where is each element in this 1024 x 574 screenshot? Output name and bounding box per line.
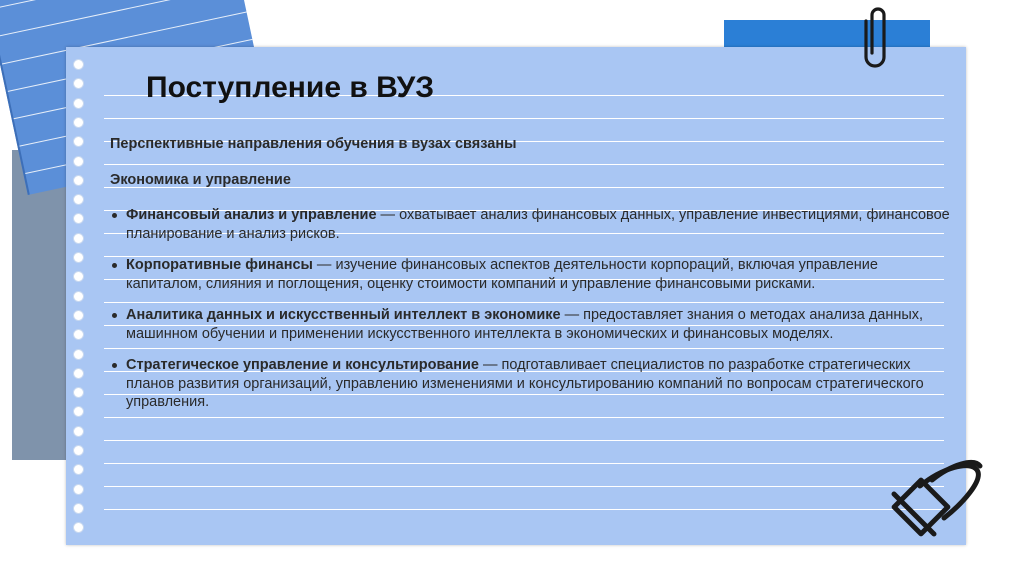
spiral-hole	[73, 349, 84, 360]
spiral-hole	[73, 368, 84, 379]
bullet	[112, 363, 117, 368]
bullet	[112, 313, 117, 318]
spiral-hole	[73, 136, 84, 147]
spiral-hole	[73, 59, 84, 70]
spiral-hole	[73, 78, 84, 89]
spiral-hole	[73, 271, 84, 282]
list-item	[108, 306, 956, 343]
list-item	[108, 256, 956, 293]
binder-clip-icon	[880, 450, 990, 550]
item-term: Аналитика данных и искусственный интеллект в экономике	[126, 307, 561, 323]
spiral-hole	[73, 117, 84, 128]
item-term: Стратегическое управление и консультирование	[126, 357, 479, 373]
section-subtitle: Экономика и управление	[110, 172, 291, 188]
spiral-hole	[73, 156, 84, 167]
slide-title: Поступление в ВУЗ	[146, 71, 435, 104]
direction-list	[108, 206, 956, 425]
ruled-line	[104, 486, 944, 487]
ruled-line	[104, 440, 944, 441]
spiral-hole	[73, 175, 84, 186]
intro-text: Перспективные направления обучения в вузах связаны	[110, 136, 517, 152]
spiral-hole	[73, 291, 84, 302]
item-term: Финансовый анализ и управление	[126, 207, 377, 223]
item-term: Корпоративные финансы	[126, 257, 313, 273]
item-description: — подготавливает специалистов по разработке стратегических планов развития организаций, управлению изменениями и консультированию компаний по вопросам стратегического управления.	[126, 357, 924, 410]
spiral-hole	[73, 426, 84, 437]
item-description: — изучение финансовых аспектов деятельности корпораций, включая управление капиталом, слияния и поглощения, оценку стоимости компаний и управление финансовыми рисками.	[126, 257, 878, 292]
spiral-hole	[73, 252, 84, 263]
spiral-hole	[73, 98, 84, 109]
spiral-hole	[73, 522, 84, 533]
item-description: — предоставляет знания о методах анализа данных, машинном обучении и применении искусственного интеллекта в экономических и финансовых моделях.	[126, 307, 924, 342]
ruled-line	[104, 164, 944, 165]
gray-back-sheet	[12, 150, 72, 460]
ruled-line	[104, 118, 944, 119]
spiral-hole	[73, 329, 84, 340]
spiral-hole	[73, 503, 84, 514]
list-item	[108, 206, 956, 243]
spiral-hole	[73, 387, 84, 398]
spiral-hole	[73, 233, 84, 244]
spiral-hole	[73, 310, 84, 321]
paperclip-icon	[862, 3, 894, 69]
spiral-hole	[73, 445, 84, 456]
ruled-line	[104, 509, 944, 510]
spiral-hole	[73, 213, 84, 224]
item-description: — охватывает анализ финансовых данных, управление инвестициями, финансовое планирование и анализ рисков.	[126, 207, 950, 242]
ruled-line	[104, 463, 944, 464]
spiral-hole	[73, 464, 84, 475]
bullet	[112, 213, 117, 218]
list-item	[108, 356, 956, 412]
spiral-hole	[73, 484, 84, 495]
spiral-hole	[73, 406, 84, 417]
bullet	[112, 263, 117, 268]
spiral-hole	[73, 194, 84, 205]
notebook-paper	[66, 47, 966, 545]
